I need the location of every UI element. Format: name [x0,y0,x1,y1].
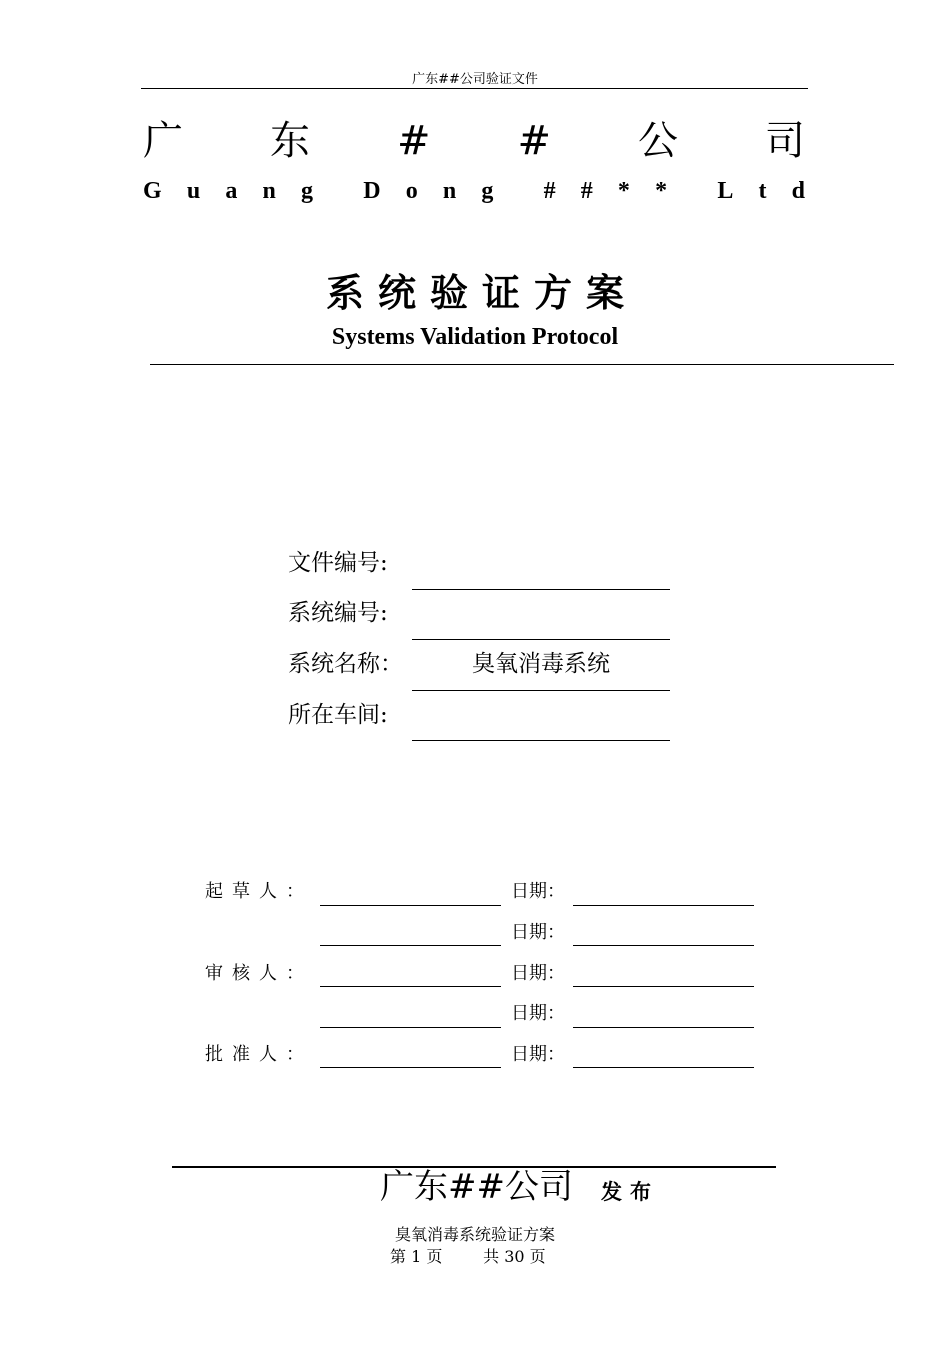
company-name-en-char: d [791,178,805,204]
reviewer-signature-line[interactable] [320,986,501,987]
document-title-en: Systems Validation Protocol [331,324,619,350]
date-label: 日期： [511,963,565,984]
company-name-cn-char: 司 [764,118,805,164]
field-line-system-number [412,639,670,640]
company-name-en-char: g [481,178,494,204]
total-pages: 30 [504,1247,525,1266]
company-name-en-char: # [580,178,593,204]
date-label: 日期： [511,1044,565,1065]
field-label-file-number: 文件编号: [288,550,388,576]
approver-label: 批准人： [205,1044,313,1065]
field-label-system-number: 系统编号: [288,600,388,626]
field-label-system-name: 系统名称： [288,651,403,677]
field-label-workshop: 所在车间: [288,702,388,728]
field-line-workshop [412,740,670,741]
publisher-name: 广东##公司 [380,1167,573,1207]
company-name-cn-char: # [396,118,431,164]
company-name-en-char: n [442,178,457,204]
company-name-en [143,176,805,206]
company-name-en-char: D [363,178,381,204]
date-line[interactable] [573,945,754,946]
date-label: 日期： [511,881,565,902]
drafter-label: 起草人： [205,881,313,902]
company-name-en-char: u [186,178,201,204]
running-header: 广东##公司验证文件 [412,72,538,87]
company-name-en-char: * [617,178,630,204]
field-value-system-name[interactable]: 臭氧消毒系统 [472,651,610,677]
drafter-signature-line-2[interactable] [320,945,501,946]
field-line-file-number [412,589,670,590]
company-name-en-char: g [300,178,313,204]
reviewer-signature-line-2[interactable] [320,1027,501,1028]
company-name-en-char: n [262,178,276,204]
company-name-en-char: t [758,178,767,204]
company-name-cn-char: # [517,118,551,164]
field-value-system-number[interactable] [412,600,670,630]
company-name-cn [143,116,805,166]
company-name-en-char: * [655,178,668,204]
field-value-file-number[interactable] [412,550,670,580]
field-line-system-name [412,690,670,691]
company-name-cn-char: 公 [637,118,678,164]
company-name-cn-char: 广 [143,118,183,164]
company-name-en-char: # [543,178,556,204]
total-unit: 页 [529,1247,546,1266]
field-value-workshop[interactable] [412,702,670,732]
title-rule [150,364,894,365]
release-label: 发布 [601,1179,659,1204]
date-line[interactable] [573,1027,754,1028]
total-label: 共 [483,1247,500,1266]
company-name-en-char: a [225,178,238,204]
page-unit: 页 [426,1247,443,1266]
document-title-cn: 系统验证方案 [325,270,638,315]
reviewer-label: 审核人： [205,963,313,984]
footer-doc-title: 臭氧消毒系统验证方案 [394,1225,555,1244]
company-name-cn-char: 东 [269,118,310,164]
date-line[interactable] [573,905,754,906]
header-rule [141,88,808,89]
footer-page-info [390,1244,546,1267]
page-number: 1 [411,1247,422,1266]
company-name-en-char: o [405,178,418,204]
date-label: 日期： [511,922,565,943]
date-label: 日期： [511,1003,565,1024]
date-line[interactable] [573,1067,754,1068]
company-name-en-char: G [143,178,162,204]
approver-signature-line[interactable] [320,1067,501,1068]
page-label: 第 [390,1247,407,1266]
company-name-en-char: L [717,178,734,204]
date-line[interactable] [573,986,754,987]
drafter-signature-line[interactable] [320,905,501,906]
